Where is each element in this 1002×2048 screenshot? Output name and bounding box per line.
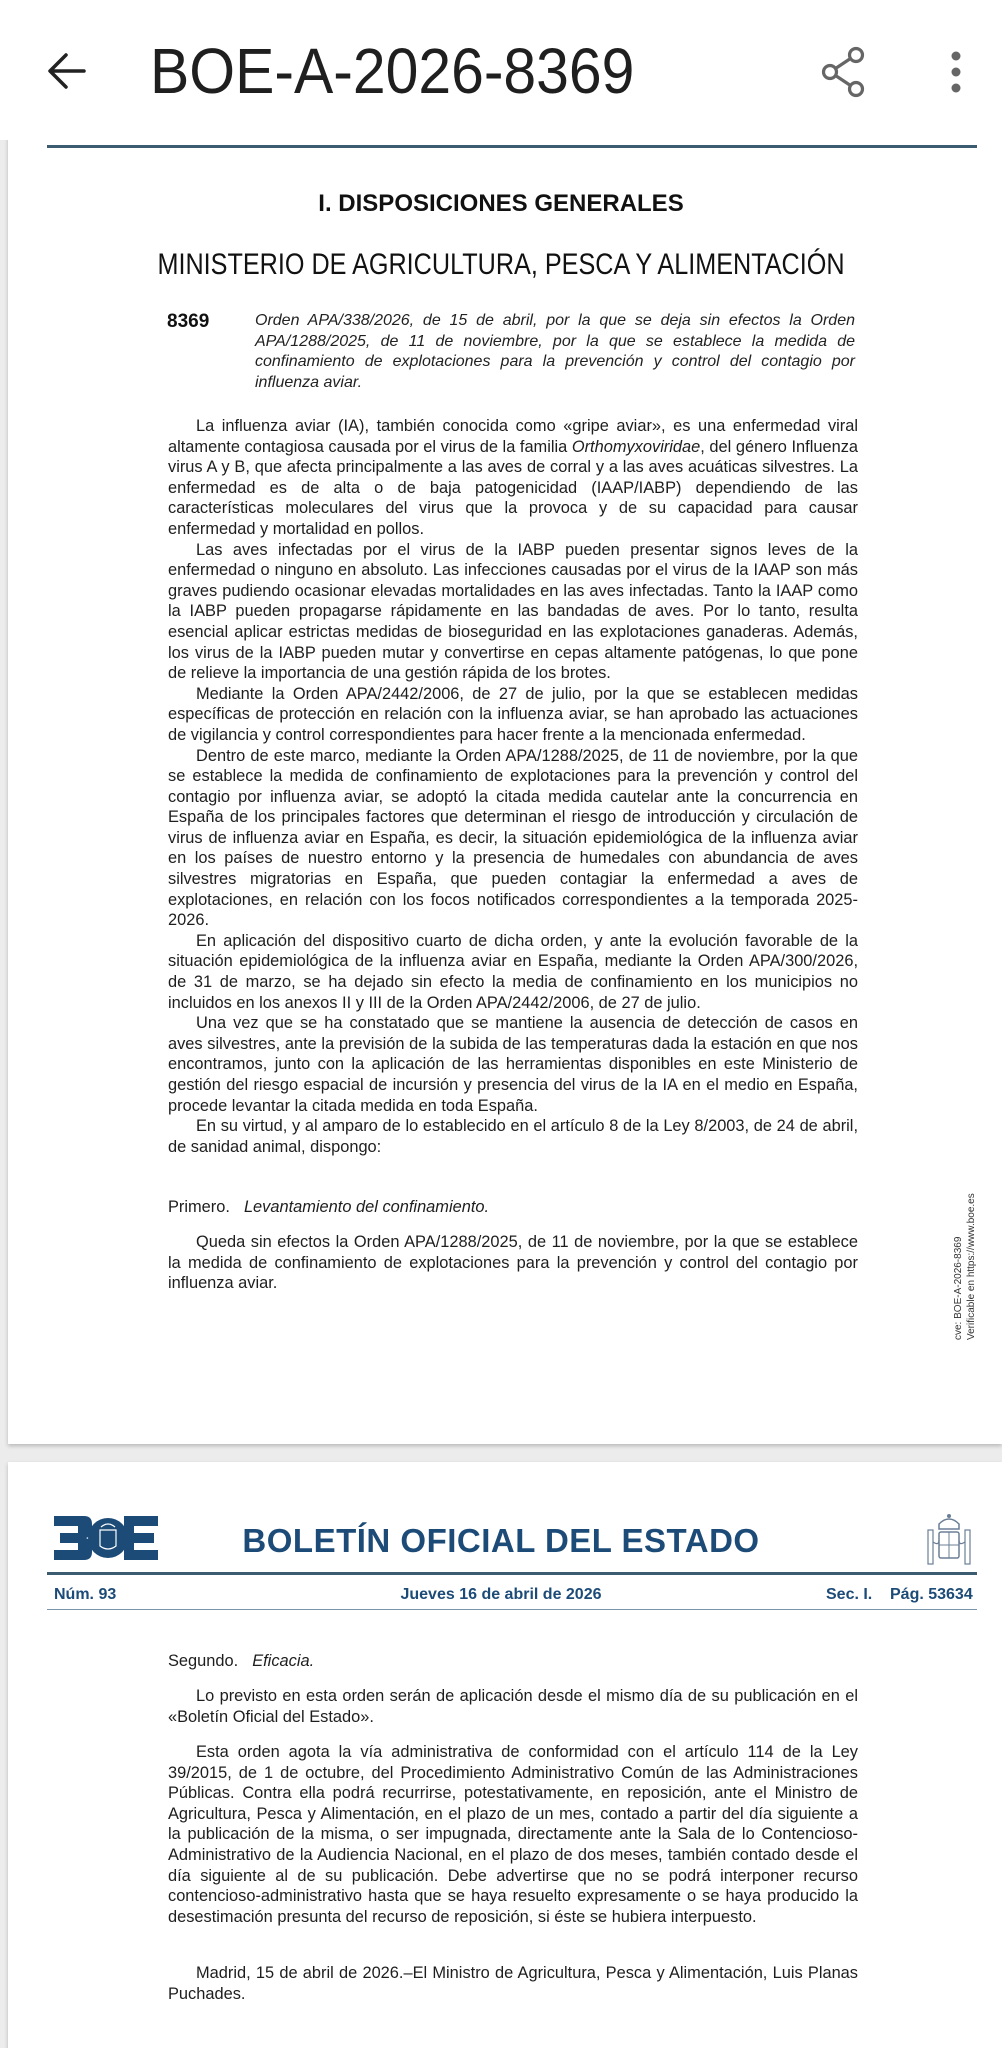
meta-rule [47,1609,977,1610]
article-title: Levantamiento del confinamiento. [243,1198,490,1216]
paragraph: Una vez que se ha constatado que se mantiene la ausencia de detección de casos en aves silvestres, ante la previsión de la subida de las temperaturas dada la estación en que nos encontramos, junto con la aplicación de las herramientas disponibles en este Ministerio de gestión del riesgo espacial de incursión y presencia del virus de la IA en el medio en España, procede levantar la citada medida en toda España. [168,1014,858,1115]
app-bar [0,0,1002,140]
disposition-summary: Orden APA/338/2026, de 15 de abril, por la que se deja sin efectos la Orden APA/1288/2025, de 11 de noviembre, por la que se establece la medida de confinamiento de explotaciones para la prevención y control del contagio por influenza aviar. [255,312,855,391]
preamble [168,416,858,1157]
cve-side-note [952,1160,992,1340]
disposition-number: 8369 [167,311,210,332]
coat-of-arms [925,1512,973,1570]
coat-of-arms-icon [925,1512,973,1570]
share-button[interactable] [818,44,870,100]
issue-number: Núm. 93 [54,1586,117,1603]
share-icon [818,44,870,100]
back-button[interactable] [44,46,94,96]
issue-date: Jueves 16 de abril de 2026 [400,1586,602,1603]
article-label: Primero. [168,1198,230,1216]
paragraph: En su virtud, y al amparo de lo establecido en el artículo 8 de la Ley 8/2003, de 24 de abril, de sanidad animal, dispongo: [168,1117,858,1156]
paragraph: En aplicación del dispositivo cuarto de dicha orden, y ante la evolución favorable de la situación epidemiológica de la influenza aviar en España, mediante la Orden APA/300/2026, de 31 de marzo, se ha dejado sin efecto la media de confinamiento en los municipios no incluidos en los anexos II y III de la Orden APA/2442/2006, de 27 de julio. [168,931,858,1012]
article-2-heading [168,1652,314,1671]
masthead-rule [47,1572,977,1575]
paragraph: Las aves infectadas por el virus de la IABP pueden presentar signos leves de la enfermedad o ninguno en absoluto. Las infecciones causadas por el virus de la IAAP son más graves pudiendo ocasionar elevadas mortalidades en las aves infectadas. Tanto la IAAP como la IABP pueden propagarse rápidamente en las bandadas de aves. Por lo tanto, resulta esencial aplicar estrictas medidas de bioseguridad en las explotaciones ganaderas. Además, los virus de la IABP pueden mutar y convertirse en cepas altamente patógenas, lo que pone de relieve la importancia de una gestión rápida de los brotes. [168,540,858,683]
more-vertical-icon [940,44,972,100]
paragraph: Lo previsto en esta orden serán de aplicación desde el mismo día de su publicación en el «Boletín Oficial del Estado». [168,1687,858,1726]
section-label: Sec. I. [826,1586,873,1603]
cve-code: cve: BOE-A-2026-8369 [953,1236,964,1340]
signature [168,1963,858,2004]
section-heading: I. DISPOSICIONES GENERALES [318,190,684,217]
paragraph: Queda sin efectos la Orden APA/1288/2025, de 11 de noviembre, por la que se establece la medida de confinamiento de explotaciones para la prevención y control del contagio por influenza aviar. [168,1233,858,1293]
page-number: Pág. 53634 [890,1586,973,1603]
paragraph: Dentro de este marco, mediante la Orden APA/1288/2025, de 11 de noviembre, por la que se establece la medida de confinamiento de explotaciones para la prevención y control del contagio por influenza aviar, se adoptó la citada medida cautelar ante la concurrencia en España de los principales factores que determinan el riesgo de introducción y circulación de virus de influenza aviar en España, es decir, la situación epidemiológica de la influenza aviar en los países de nuestro entorno y la presencia de humedales con abundancia de aves silvestres migratorias en España, que pueden contagiar la enfermedad a aves de explotaciones, en relación con los focos notificados correspondientes a la temporada 2025-2026. [168,746,858,930]
article-label: Segundo. [168,1652,239,1670]
paragraph: Esta orden agota la vía administrativa de conformidad con el artículo 114 de la Ley 39/2015, de 1 de octubre, del Procedimiento Administrativo Común de las Administraciones Públicas. Contra ella podrá recurrirse, potestativamente, en reposición, ante el Ministro de Agricultura, Pesca y Alimentación, en el plazo de un mes, contado a partir del día siguiente a la publicación de la misma, o ser impugnada, directamente ante la Sala de lo Contencioso-Administrativo de la Audiencia Nacional, en el plazo de dos meses, también contado desde el día siguiente al de su publicación. Debe advertirse que no se podrá interponer recurso contencioso-administrativo hasta que se haya resuelto expresamente o se haya producido la desestimación presunta del recurso de reposición, si éste se hubiera interpuesto. [168,1743,858,1926]
article-1-body [168,1232,858,1294]
verify-link[interactable]: Verificable en https://www.boe.es [966,1193,977,1340]
recurso-paragraph [168,1742,858,1927]
masthead-title: BOLETÍN OFICIAL DEL ESTADO [242,1522,760,1559]
header-rule [47,145,977,148]
paragraph: La influenza aviar (IA), también conocida como «gripe aviar», es una enfermedad viral altamente contagiosa causada por el virus de la familia Orthomyxoviridae, del género Influenza virus A y B, que afecta principalmente a las aves de corral y a las aves acuáticas silvestres. La enfermedad es de alta o de baja patogenicidad (IAAP/IABP) dependiendo de las características moleculares del virus que la provoca y de su capacidad para causar enfermedad y mortalidad en pollos. [168,417,858,538]
signature-text: Madrid, 15 de abril de 2026.–El Ministro de Agricultura, Pesca y Alimentación, Luis Planas Puchades. [168,1964,858,2003]
arrow-left-icon [44,46,94,96]
ministry-heading: MINISTERIO DE AGRICULTURA, PESCA Y ALIMENTACIÓN [157,248,845,281]
document-title: BOE-A-2026-8369 [150,35,635,107]
article-2-body [168,1686,858,1727]
paragraph: Mediante la Orden APA/2442/2006, de 27 de julio, por la que se establecen medidas específicas de protección en relación con la influenza aviar, se han aprobado las actuaciones de vigilancia y control correspondientes para hacer frente a la mencionada enfermedad. [168,684,858,744]
article-1-heading [168,1198,489,1217]
article-title: Eficacia. [252,1652,315,1670]
more-options-button[interactable] [940,44,972,100]
